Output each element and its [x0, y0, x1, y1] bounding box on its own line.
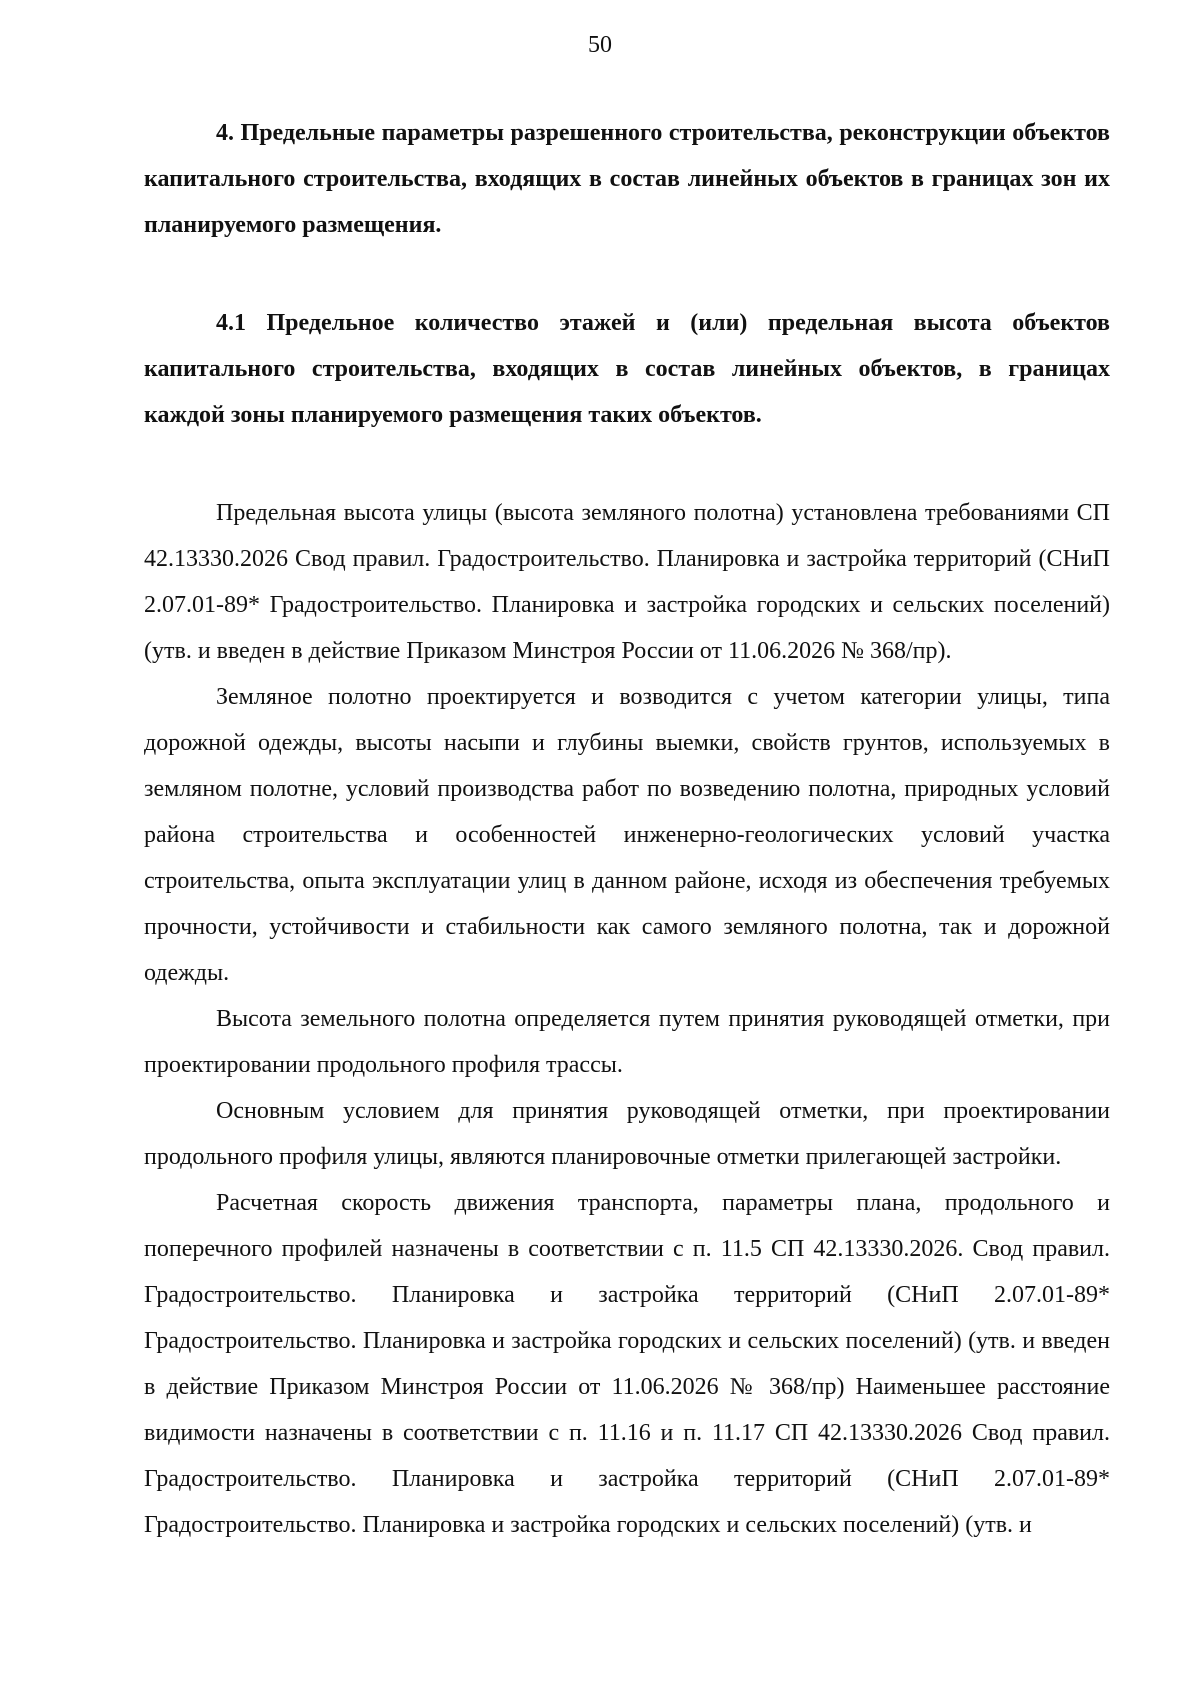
section-heading-4: 4. Предельные параметры разрешенного строительства, реконструкции объектов капитального строительства, входящих в состав линейных объектов в границах зон их планируемого размещения.	[144, 120, 1110, 238]
paragraph-street-height: Предельная высота улицы (высота земляного полотна) установлена требованиями СП 42.13330.2026 Свод правил. Градостроительство. Планировка и застройка территорий (СНиП 2.07.01-89* Градостроительство. Планировка и застройка городских и сельских поселений) (утв. и введен в действие Приказом Минстроя России от 11.06.2026 № 368/пр).	[144, 500, 1110, 664]
paragraph-earth-bed-height: Высота земельного полотна определяется путем принятия руководящей отметки, при проектировании продольного профиля трассы.	[144, 1006, 1110, 1078]
section-heading-4-1: 4.1 Предельное количество этажей и (или) предельная высота объектов капитального строительства, входящих в состав линейных объектов, в границах каждой зоны планируемого размещения таких объектов.	[144, 310, 1110, 428]
paragraph-guiding-mark: Основным условием для принятия руководящей отметки, при проектировании продольного профиля улицы, являются планировочные отметки прилегающей застройки.	[144, 1098, 1110, 1170]
paragraph-earth-bed-design: Земляное полотно проектируется и возводится с учетом категории улицы, типа дорожной одежды, высоты насыпи и глубины выемки, свойств грунтов, используемых в земляном полотне, условий производства работ по возведению полотна, природных условий района строительства и особенностей инженерно-геологических условий участка строительства, опыта эксплуатации улиц в данном районе, исходя из обеспечения требуемых прочности, устойчивости и стабильности как самого земляного полотна, так и дорожной одежды.	[144, 684, 1110, 986]
page-content	[144, 110, 1110, 1548]
paragraph-design-speed: Расчетная скорость движения транспорта, параметры плана, продольного и поперечного профилей назначены в соответствии с п. 11.5 СП 42.13330.2026. Свод правил. Градостроительство. Планировка и застройка территорий (СНиП 2.07.01-89* Градостроительство. Планировка и застройка городских и сельских поселений) (утв. и введен в действие Приказом Минстроя России от 11.06.2026 № 368/пр) Наименьшее расстояние видимости назначены в соответствии с п. 11.16 и п. 11.17 СП 42.13330.2026 Свод правил. Градостроительство. Планировка и застройка территорий (СНиП 2.07.01-89* Градостроительство. Планировка и застройка городских и сельских поселений) (утв. и	[144, 1190, 1110, 1538]
page-number: 50	[588, 32, 612, 58]
